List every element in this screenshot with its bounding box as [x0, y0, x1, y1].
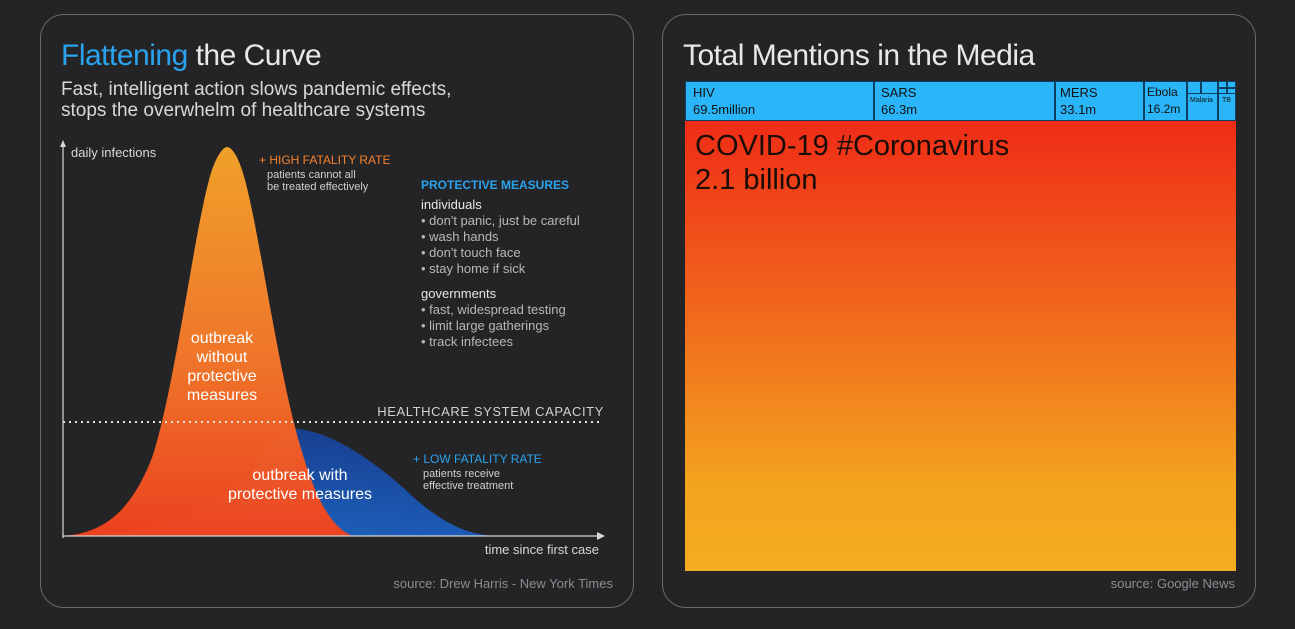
tile-hiv — [685, 81, 874, 121]
governments-item: • fast, widespread testing — [421, 302, 566, 317]
covid-tile-value: 2.1 billion — [695, 164, 818, 196]
individuals-item: • don't touch face — [421, 245, 521, 260]
x-axis-arrow — [597, 532, 605, 540]
flat-curve-label: outbreak with — [252, 467, 348, 484]
chart-title — [61, 39, 321, 73]
individuals-heading: individuals — [421, 197, 482, 212]
high-fatality-title: + HIGH FATALITY RATE — [259, 153, 391, 167]
tile-covid — [685, 121, 1236, 571]
y-axis-arrow — [60, 140, 66, 147]
high-fatality-line-1: patients cannot all — [267, 169, 356, 181]
peak-curve-label: without — [196, 349, 248, 366]
governments-heading: governments — [421, 286, 497, 301]
peak-curve-label: outbreak — [190, 330, 254, 347]
governments-item: • track infectees — [421, 334, 513, 349]
individuals-item: • stay home if sick — [421, 261, 526, 276]
chart-subtitle — [61, 79, 451, 121]
tile-name: Ebola — [1147, 85, 1178, 99]
covid-tile-name: COVID-19 #Coronavirus — [695, 130, 1010, 162]
tile-small — [1218, 88, 1227, 94]
treemap — [685, 81, 1236, 571]
flatten-curve-panel — [40, 14, 634, 608]
subtitle-line-2: stops the overwhelm of healthcare systems — [61, 100, 426, 121]
x-axis-label: time since first case — [484, 542, 599, 557]
tile-value: 16.2m — [1147, 102, 1181, 116]
title-rest: the Curve — [187, 39, 322, 72]
low-fatality-line-2: effective treatment — [423, 480, 514, 492]
tile-name: SARS — [881, 85, 917, 100]
tile-value: 69.5million — [693, 102, 756, 117]
protective-title: PROTECTIVE MEASURES — [421, 178, 570, 192]
low-fatality-title: + LOW FATALITY RATE — [413, 452, 542, 466]
individuals-item: • don't panic, just be careful — [421, 213, 580, 228]
title-accent: Flattening — [61, 39, 188, 72]
peak-curve-label: protective — [187, 368, 257, 385]
peak-curve-label: measures — [186, 387, 258, 404]
tile-name: MERS — [1060, 85, 1098, 100]
tile-small — [1227, 81, 1236, 88]
tile-small — [1218, 81, 1227, 88]
tile-value: 66.3m — [881, 102, 918, 117]
tile-mers — [1055, 81, 1144, 121]
y-axis-label: daily infections — [71, 145, 157, 160]
high-fatality-line-2: be treated effectively — [267, 181, 369, 193]
media-mentions-panel — [662, 14, 1256, 608]
source-label: source: Drew Harris - New York Times — [393, 576, 613, 591]
low-fatality-line-1: patients receive — [423, 468, 501, 480]
tile-ebola — [1144, 81, 1187, 121]
governments-item: • limit large gatherings — [421, 318, 550, 333]
treemap-title: Total Mentions in the Media — [683, 39, 1035, 72]
tile-name: Malaria — [1190, 97, 1213, 104]
flat-curve-label: protective measures — [227, 486, 373, 503]
tile-small — [1201, 81, 1218, 94]
individuals-item: • wash hands — [421, 229, 499, 244]
capacity-label: HEALTHCARE SYSTEM CAPACITY — [377, 404, 604, 419]
tile-name: TB — [1222, 97, 1231, 104]
tile-value: 33.1m — [1060, 102, 1097, 117]
curve-chart — [41, 135, 635, 605]
tile-small — [1187, 81, 1201, 94]
tile-name: HIV — [693, 85, 715, 100]
subtitle-line-1: Fast, intelligent action slows pandemic effects, — [61, 79, 452, 100]
tile-sars — [874, 81, 1055, 121]
source-label: source: Google News — [1110, 576, 1235, 591]
tile-small — [1227, 88, 1236, 94]
